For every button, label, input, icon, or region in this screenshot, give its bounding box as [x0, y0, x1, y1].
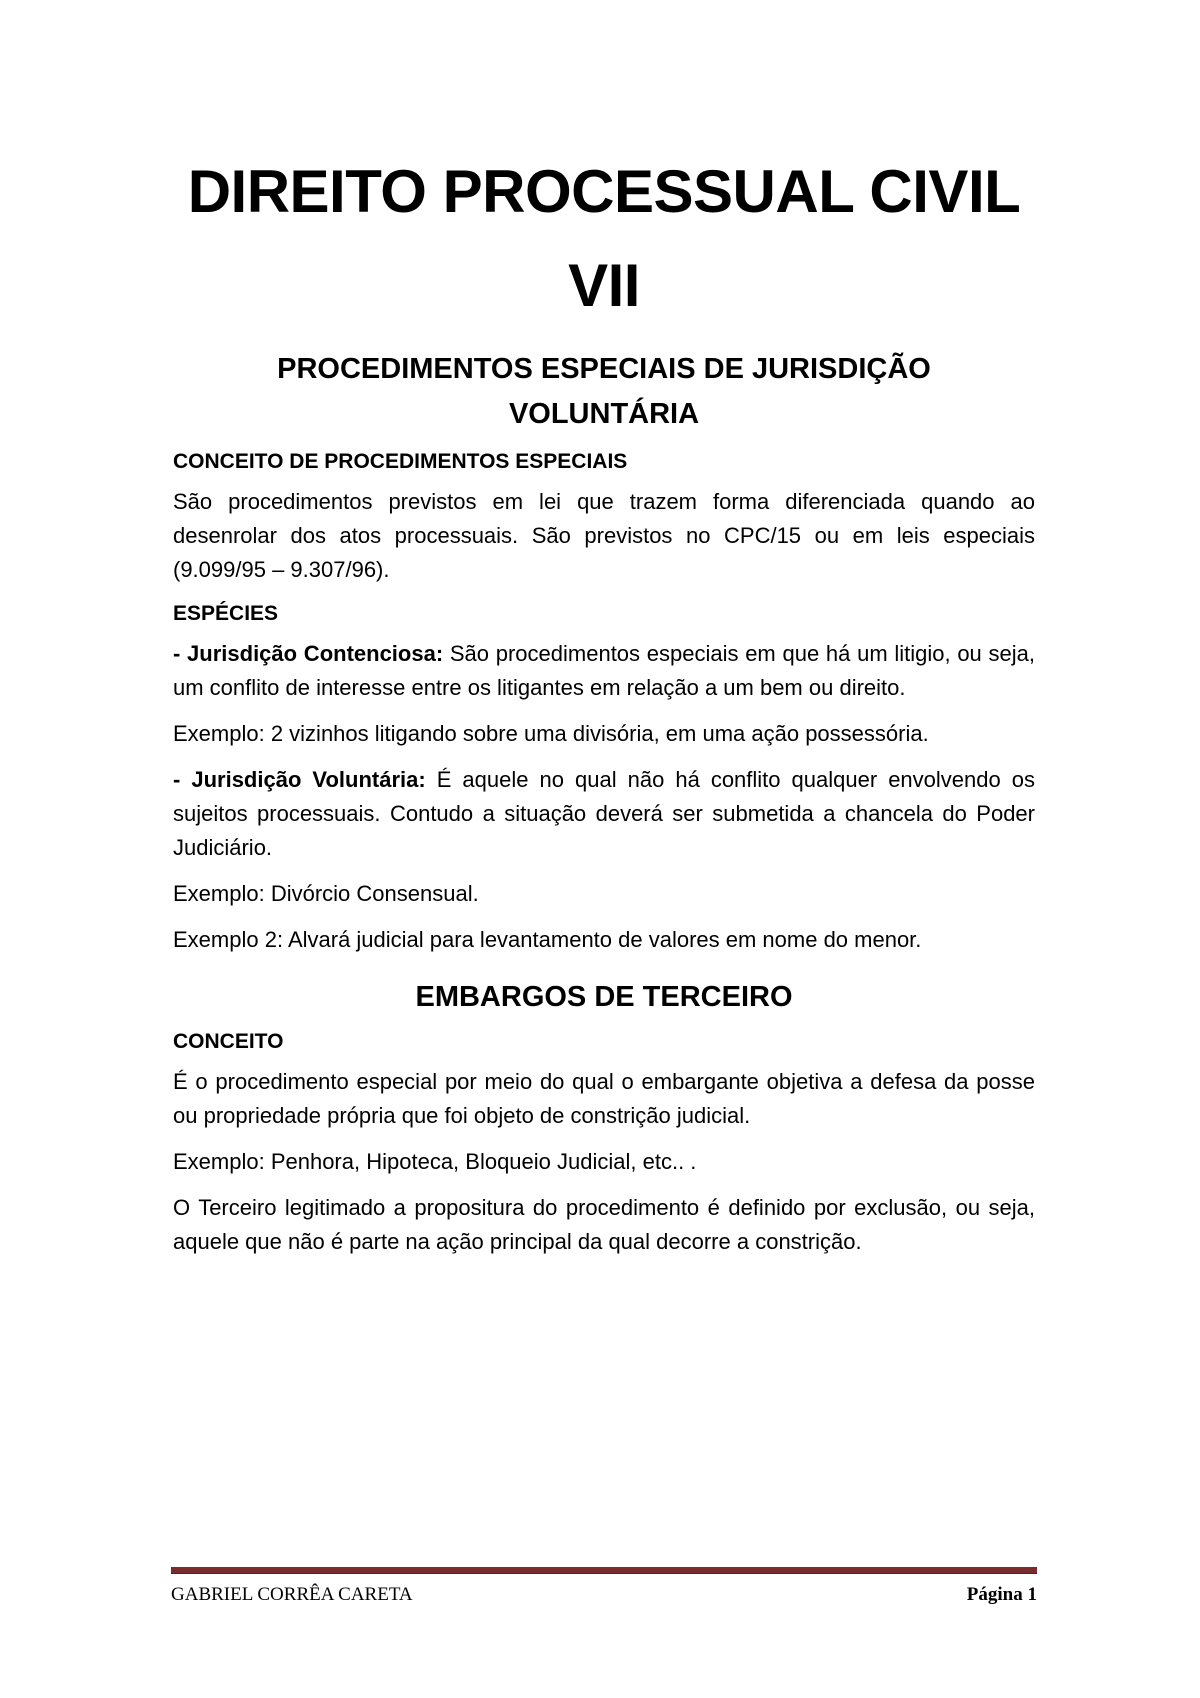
heading-conceito-procedimentos: CONCEITO DE PROCEDIMENTOS ESPECIAIS: [173, 450, 628, 473]
paragraph-exemplo-voluntaria-1: Exemplo: Divórcio Consensual.: [173, 881, 479, 906]
document-subtitle: [173, 347, 1035, 437]
heading-especies: ESPÉCIES: [173, 602, 279, 625]
text-jurisdicao-contenciosa: São procedimentos especiais em que há um litigio, ou seja, um conflito de interesse entre os litigantes em relação a um bem ou direito.: [173, 641, 1035, 700]
footer-page-number: Página 1: [966, 1584, 1037, 1605]
lead-jurisdicao-voluntaria: - Jurisdição Voluntária:: [173, 767, 426, 792]
paragraph-conceito-procedimentos: São procedimentos previstos em lei que trazem forma diferenciada quando ao desenrolar dos atos processuais. São previstos no CPC/15 ou em leis especiais (9.099/95 – 9.307/96).: [173, 489, 1035, 582]
document-subtitle-line2: VOLUNTÁRIA: [508, 398, 700, 430]
footer-author: GABRIEL CORRÊA CARETA: [171, 1584, 413, 1605]
text-jurisdicao-voluntaria: É aquele no qual não há conflito qualquer envolvendo os sujeitos processuais. Contudo a situação deverá ser submetida a chancela do Poder Judiciário.: [173, 767, 1035, 860]
lead-jurisdicao-contenciosa: - Jurisdição Contenciosa:: [173, 641, 444, 666]
footer-row: [171, 1584, 1037, 1606]
paragraph-exemplo-embargos: Exemplo: Penhora, Hipoteca, Bloqueio Judicial, etc.. .: [173, 1149, 697, 1174]
heading-conceito: CONCEITO: [173, 1030, 284, 1053]
paragraph-exemplo-contenciosa: Exemplo: 2 vizinhos litigando sobre uma divisória, em uma ação possessória.: [173, 721, 929, 746]
paragraph-conceito-embargos: É o procedimento especial por meio do qual o embargante objetiva a defesa da posse ou propriedade própria que foi objeto de constrição judicial.: [173, 1069, 1035, 1128]
document-title-line1: DIREITO PROCESSUAL CIVIL: [187, 158, 1021, 225]
paragraph-jurisdicao-contenciosa: [173, 637, 1035, 705]
section-title-embargos: EMBARGOS DE TERCEIRO: [415, 981, 793, 1013]
footer-rule: [171, 1567, 1037, 1574]
page-footer: [171, 1567, 1037, 1606]
document-subtitle-line1: PROCEDIMENTOS ESPECIAIS DE JURISDIÇÃO: [277, 353, 931, 385]
document-title-line2: VII: [568, 252, 640, 319]
paragraph-terceiro-legitimado: O Terceiro legitimado a propositura do procedimento é definido por exclusão, ou seja, aquele que não é parte na ação principal da qual decorre a constrição.: [173, 1195, 1035, 1254]
page-content: [173, 145, 1035, 1271]
document-title: [173, 145, 1035, 333]
paragraph-exemplo-voluntaria-2: Exemplo 2: Alvará judicial para levantamento de valores em nome do menor.: [173, 927, 922, 952]
paragraph-jurisdicao-voluntaria: [173, 763, 1035, 865]
